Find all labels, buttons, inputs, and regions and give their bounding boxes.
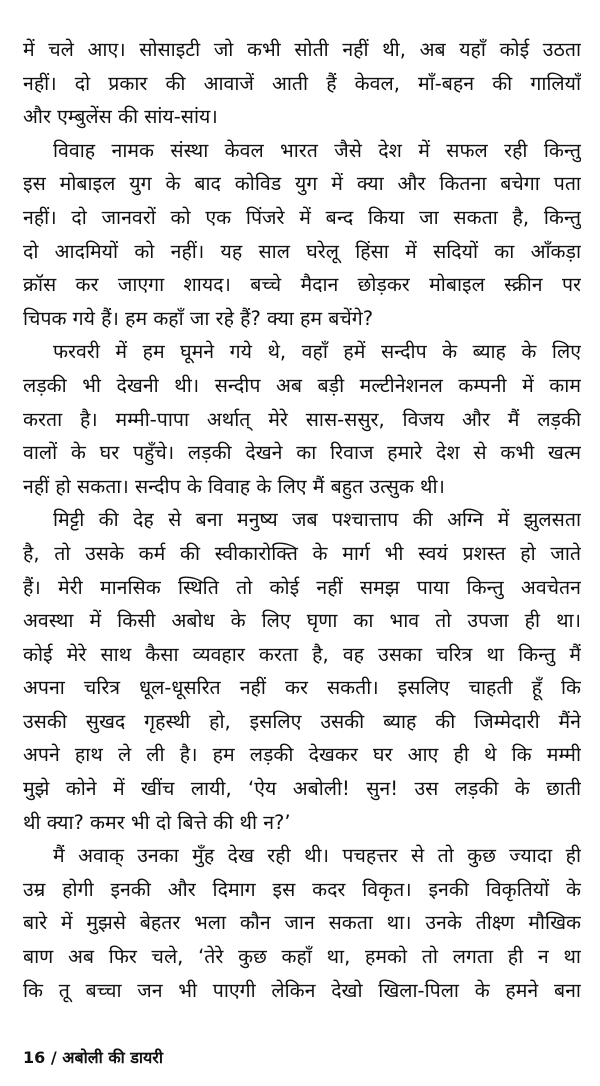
paragraph: [23, 335, 581, 503]
text-line: नहीं। दो प्रकार की आवाजें आती हैं केवल, माँ-बहन की गालियाँ: [23, 71, 581, 95]
paragraph: [23, 503, 581, 839]
text-line: में चले आए। सोसाइटी जो कभी सोती नहीं थी, अब यहाँ कोई उठता: [23, 38, 581, 61]
text-line: क्रॉस कर जाएगा शायद। बच्चे मैदान छोड़कर मोबाइल स्क्रीन पर: [23, 273, 581, 297]
paragraph: [23, 134, 581, 336]
text-line: लड़की भी देखनी थी। सन्दीप अब बड़ी मल्टीनेशनल कम्पनी में काम: [23, 373, 581, 397]
text-line: अपने हाथ ले ली है। हम लड़की देखकर घर आए ही थे कि मम्मी: [23, 743, 581, 767]
text-line: अपना चरित्र धूल-धूसरित नहीं कर सकती। इसलिए चाहती हूँ कि: [23, 676, 581, 700]
page-footer: 16 / अबोली की डायरी: [23, 1048, 163, 1067]
text-line: नहीं। दो जानवरों को एक पिंजरे में बन्द किया जा सकता है, किन्तु: [23, 205, 581, 229]
text-line: इस मोबाइल युग के बाद कोविड युग में क्या और कितना बचेगा पता: [23, 172, 581, 196]
text-line: मुझे कोने में खींच लायी, ‘ऐय अबोली! सुन! उस लड़की के छाती: [23, 777, 581, 801]
text-line: दो आदमियों को नहीं। यह साल घरेलू हिंसा में सदियों का आँकड़ा: [23, 239, 581, 263]
text-line: बारे में मुझसे बेहतर भला कौन जान सकता था। उनके तीक्ष्ण मौखिक: [23, 911, 581, 935]
text-line: कि तू बच्चा जन भी पाएगी लेकिन देखो खिला-पिला के हमने बना: [23, 978, 581, 1002]
text-line: और एम्बुलेंस की सांय-सांय।: [23, 105, 218, 129]
text-line: अवस्था में किसी अबोध के लिए घृणा का भाव तो उपजा ही था।: [23, 609, 581, 633]
text-line: बाण अब फिर चले, ‘तेरे कुछ कहाँ था, हमको तो लगता ही न था: [23, 945, 581, 969]
text-line: फरवरी में हम घूमने गये थे, वहाँ हमें सन्दीप के ब्याह के लिए: [53, 340, 581, 364]
text-line: मिट्टी की देह से बना मनुष्य जब पश्चात्ताप की अग्नि में झुलसता: [53, 508, 581, 532]
text-line: मैं अवाक् उनका मुँह देख रही थी। पचहत्तर से तो कुछ ज्यादा ही: [53, 844, 581, 868]
text-line: हैं। मेरी मानसिक स्थिति तो कोई नहीं समझ पाया किन्तु अवचेतन: [23, 575, 581, 599]
paragraph: [23, 33, 581, 134]
text-line: कोई मेरे साथ कैसा व्यवहार करता है, वह उसका चरित्र था किन्तु मैं: [23, 642, 581, 666]
text-line: थी क्या? कमर भी दो बित्ते की थी न?’: [23, 810, 291, 834]
text-line: उसकी सुखद गृहस्थी हो, इसलिए उसकी ब्याह की जिम्मेदारी मैंने: [23, 709, 581, 733]
text-line: है, तो उसके कर्म की स्वीकारोक्ति के मार्ग भी स्वयं प्रशस्त हो जाते: [23, 541, 581, 565]
body-text: [23, 33, 581, 1007]
text-line: विवाह नामक संस्था केवल भारत जैसे देश में सफल रही किन्तु: [53, 138, 581, 162]
text-line: उम्र होगी इनकी और दिमाग इस कदर विकृत। इनकी विकृतियों के: [23, 877, 581, 901]
paragraph: [23, 839, 581, 1007]
text-line: चिपक गये हैं। हम कहाँ जा रहे हैं? क्या हम बचेंगे?: [23, 306, 374, 330]
text-line: करता है। मम्मी-पापा अर्थात् मेरे सास-ससुर, विजय और मैं लड़की: [23, 407, 581, 431]
text-line: नहीं हो सकता। सन्दीप के विवाह के लिए मैं बहुत उत्सुक थी।: [23, 474, 445, 498]
text-line: वालों के घर पहुँचे। लड़की देखने का रिवाज हमारे देश से कभी खत्म: [23, 441, 581, 465]
